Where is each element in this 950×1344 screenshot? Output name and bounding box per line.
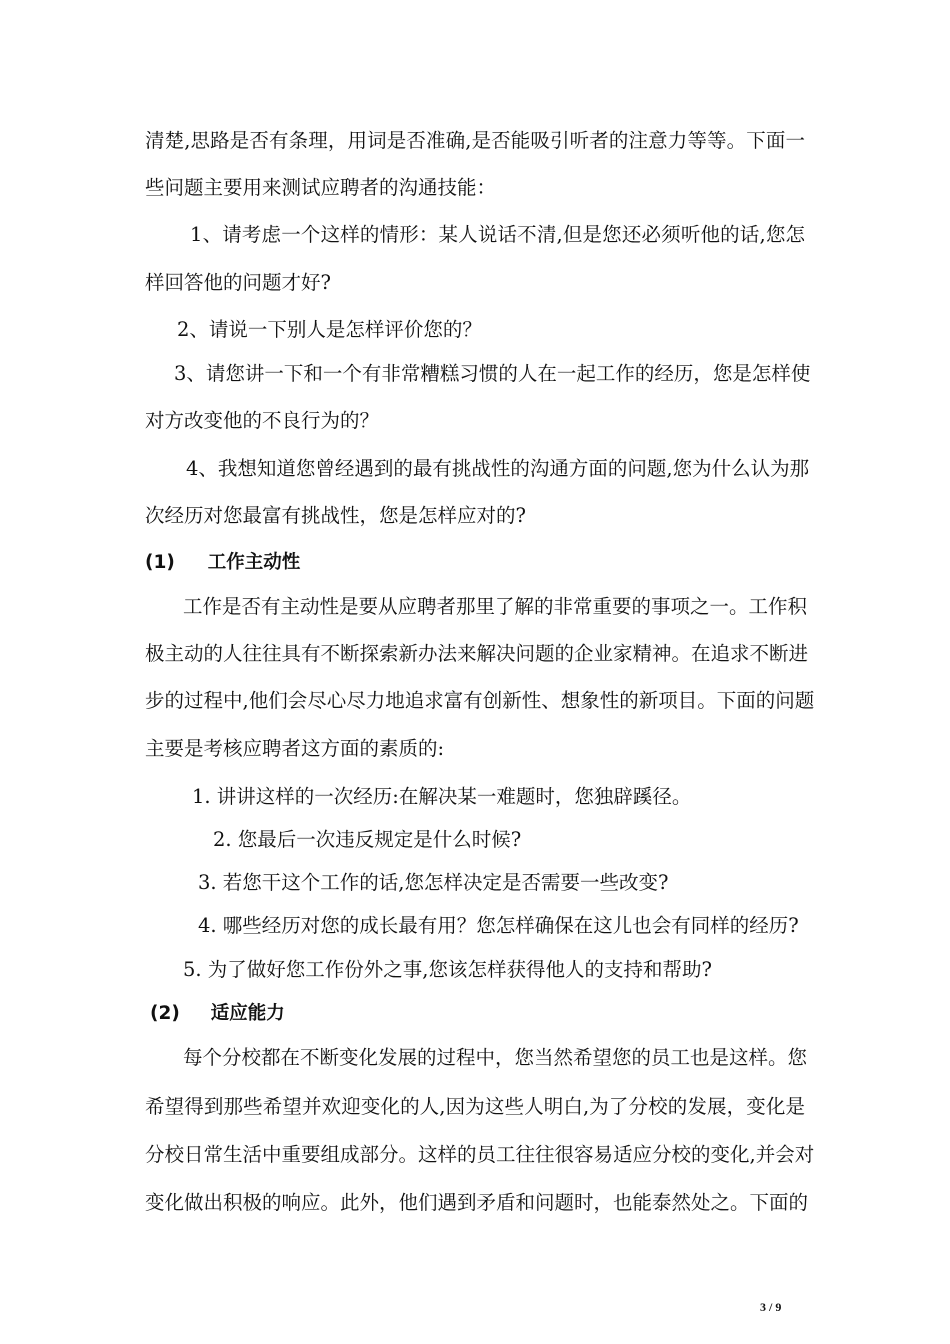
text-line: 样回答他的问题才好? [145, 271, 331, 294]
list-item: 3、请您讲一下和一个有非常糟糕习惯的人在一起工作的经历，您是怎样使 [174, 362, 811, 385]
text-line: 些问题主要用来测试应聘者的沟通技能： [145, 176, 497, 199]
paragraph-line: 工作是否有主动性是要从应聘者那里了解的非常重要的事项之一。工作积 [183, 595, 808, 618]
list-item: 5. 为了做好您工作份外之事,您该怎样获得他人的支持和帮助? [183, 958, 712, 981]
paragraph-line: 主要是考核应聘者这方面的素质的: [145, 737, 445, 760]
list-item: 4. 哪些经历对您的成长最有用？您怎样确保在这儿也会有同样的经历? [198, 914, 799, 937]
section-heading-initiative [145, 550, 300, 576]
paragraph-line: 变化做出积极的响应。此外，他们遇到矛盾和问题时，也能泰然处之。下面的 [145, 1191, 809, 1214]
list-item: 4、我想知道您曾经遇到的最有挑战性的沟通方面的问题,您为什么认为那 [186, 457, 810, 480]
paragraph-line: 分校日常生活中重要组成部分。这样的员工往往很容易适应分校的变化,并会对 [145, 1143, 815, 1166]
section-number: (1) [145, 552, 175, 573]
list-item: 1. 讲讲这样的一次经历:在解决某一难题时，您独辟蹊径。 [192, 785, 692, 808]
section-heading-adaptability [150, 1001, 285, 1027]
list-item: 2、请说一下别人是怎样评价您的？ [177, 318, 482, 341]
text-line: 清楚,思路是否有条理，用词是否准确,是否能吸引听者的注意力等等。下面一 [145, 129, 805, 152]
paragraph-line: 极主动的人往往具有不断探索新办法来解决问题的企业家精神。在追求不断进 [145, 642, 809, 665]
paragraph-line: 希望得到那些希望并欢迎变化的人,因为这些人明白,为了分校的发展，变化是 [145, 1095, 805, 1118]
text-line: 次经历对您最富有挑战性，您是怎样应对的? [145, 504, 526, 527]
section-number: (2) [150, 1003, 180, 1024]
list-item: 1、请考虑一个这样的情形：某人说话不清,但是您还必须听他的话,您怎 [190, 223, 805, 246]
section-title: 适应能力 [210, 1003, 285, 1024]
paragraph-line: 每个分校都在不断变化发展的过程中，您当然希望您的员工也是这样。您 [183, 1046, 808, 1069]
text-line: 对方改变他的不良行为的？ [145, 409, 380, 432]
section-title: 工作主动性 [207, 552, 301, 573]
list-item: 2. 您最后一次违反规定是什么时候? [213, 828, 522, 851]
list-item: 3. 若您干这个工作的话,您怎样决定是否需要一些改变? [198, 871, 669, 894]
paragraph-line: 步的过程中,他们会尽心尽力地追求富有创新性、想象性的新项目。下面的问题 [145, 689, 815, 712]
page-number: 3 / 9 [760, 1300, 782, 1314]
